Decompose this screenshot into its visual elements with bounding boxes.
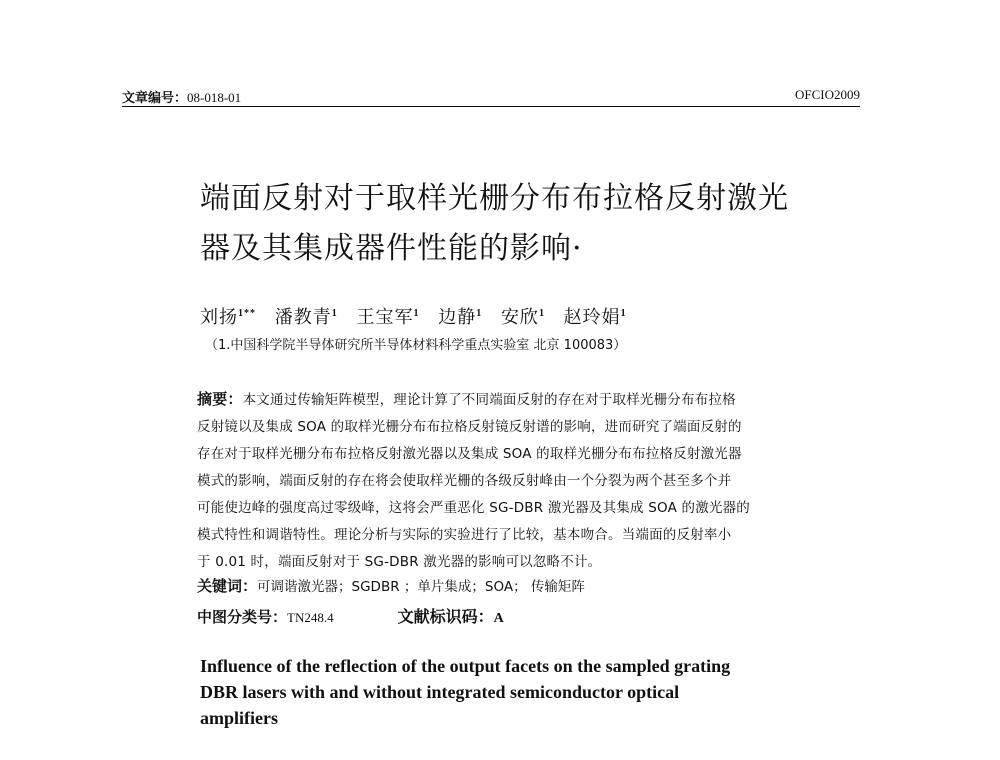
- document-code-value: A: [493, 611, 504, 626]
- classification: [197, 604, 504, 627]
- abstract-line: 存在对于取样光栅分布布拉格反射激光器以及集成 SOA 的取样光栅分布布拉格反射激光器: [197, 446, 742, 462]
- author-name: 刘扬: [200, 307, 238, 328]
- abstract-line: [197, 386, 802, 414]
- title-zh-line-1: 端面反射对于取样光栅分布布拉格反射激光: [200, 181, 789, 216]
- author-affil-mark: 1: [620, 308, 627, 319]
- classification-label: 中图分类号：: [197, 608, 288, 626]
- author-affil-mark: 1: [413, 308, 420, 319]
- article-number: [122, 87, 241, 106]
- title-en-line-1: Influence of the reflection of the output facets on the sampled grating: [200, 656, 731, 676]
- abstract-text: 本文通过传输矩阵模型，理论计算了不同端面反射的存在对于取样光栅分布布拉格: [242, 392, 736, 408]
- author-name: 潘教青: [274, 307, 332, 328]
- keywords: [197, 575, 585, 596]
- conference-code: OFCIO2009: [794, 87, 860, 102]
- article-number-value: 08-018-01: [187, 90, 242, 105]
- author-affil-mark: 1**: [238, 308, 256, 319]
- abstract-line: 模式特性和调谐特性。理论分析与实际的实验进行了比较，基本吻合。当端面的反射率小: [197, 527, 732, 543]
- author-affil-mark: 1: [476, 308, 483, 319]
- keywords-label: 关键词：: [197, 577, 258, 595]
- article-number-label: 文章编号：: [122, 91, 188, 106]
- abstract-line: 模式的影响，端面反射的存在将会使取样光栅的各级反射峰由一个分裂为两个甚至多个并: [197, 473, 732, 489]
- abstract-label: 摘要：: [197, 390, 243, 408]
- author-affil-mark: 1: [331, 308, 338, 319]
- affiliation: （1.中国科学院半导体研究所半导体材料科学重点实验室 北京 100083）: [205, 338, 627, 353]
- abstract-line: 于 0.01 时，端面反射对于 SG-DBR 激光器的影响可以忽略不计。: [197, 554, 602, 570]
- author-name: 安欣: [500, 307, 539, 328]
- author-list: [200, 303, 639, 329]
- document-code-label: 文献标识码：: [397, 607, 494, 626]
- author-affil-mark: 1: [538, 308, 545, 319]
- header-rule: [122, 106, 860, 107]
- author-name: 赵玲娟: [563, 307, 621, 328]
- abstract: [197, 386, 802, 576]
- keywords-value: 可调谐激光器；SGDBR ；单片集成；SOA； 传输矩阵: [257, 579, 585, 595]
- title-en: [200, 653, 840, 731]
- classification-value: TN248.4: [287, 610, 334, 625]
- title-en-line-2: DBR lasers with and without integrated semiconductor optical: [200, 682, 680, 702]
- author: [438, 307, 482, 328]
- abstract-line: 反射镜以及集成 SOA 的取样光栅分布布拉格反射镜反射谱的影响，进而研究了端面反射的: [197, 419, 742, 435]
- author: [356, 307, 419, 328]
- author: [275, 307, 338, 328]
- author: [564, 307, 627, 328]
- title-en-line-3: amplifiers: [200, 708, 278, 728]
- author: [501, 307, 545, 328]
- title-zh-line-2: 器及其集成器件性能的影响·: [200, 231, 583, 266]
- author-name: 边静: [438, 307, 477, 328]
- author-name: 王宝军: [356, 307, 414, 328]
- abstract-line: 可能使边峰的强度高过零级峰，这将会严重恶化 SG-DBR 激光器及其集成 SOA 的激光器的: [197, 500, 750, 516]
- author: [200, 307, 256, 328]
